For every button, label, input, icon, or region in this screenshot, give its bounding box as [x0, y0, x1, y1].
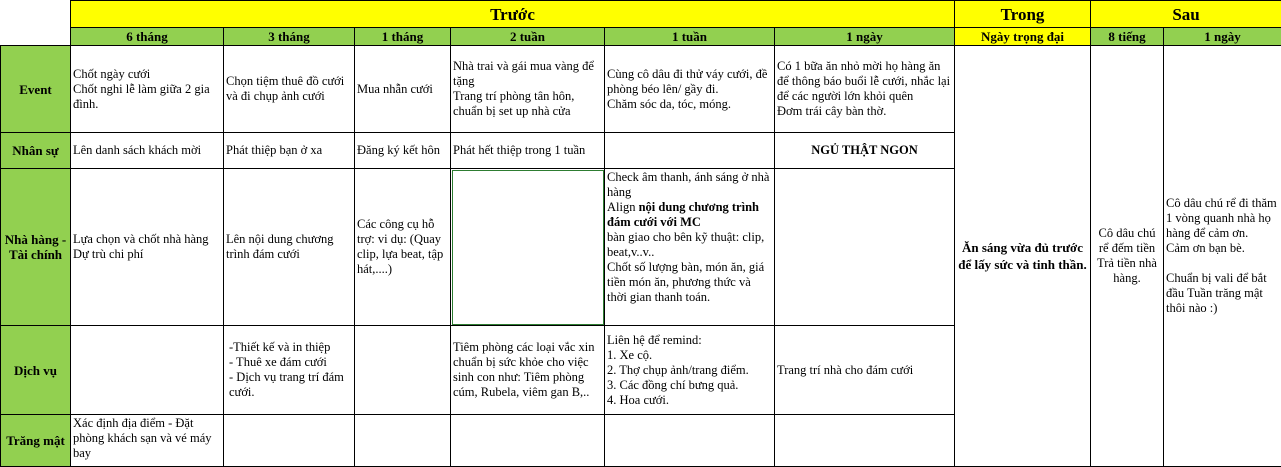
cell-nhahang-3-thang[interactable]: Lên nội dung chương trình đám cưới — [224, 169, 355, 326]
cell-sau-1-ngay[interactable]: Cô dâu chú rể đi thăm 1 vòng quanh nhà họ hàng để cảm ơn. Cảm ơn bạn bè. Chuẩn bị vali để bắt đầu Tuần trăng mật thôi nào :) — [1164, 46, 1281, 467]
row-label-trang-mat[interactable]: Trăng mật — [1, 415, 71, 467]
col-1-tuan[interactable]: 1 tuần — [605, 28, 775, 46]
cell-trangmat-3-thang[interactable] — [224, 415, 355, 467]
cell-trangmat-1-ngay[interactable] — [775, 415, 955, 467]
cell-event-1-thang[interactable]: Mua nhẫn cưới — [355, 46, 451, 133]
cell-event-3-thang[interactable]: Chọn tiệm thuê đồ cưới và đi chụp ảnh cưới — [224, 46, 355, 133]
row-label-nhan-su[interactable]: Nhân sự — [1, 133, 71, 169]
row-label-nha-hang[interactable]: Nhà hàng - Tài chính — [1, 169, 71, 326]
cell-nhahang-2-tuan-selected[interactable] — [451, 169, 605, 326]
cell-nhansu-3-thang[interactable]: Phát thiệp bạn ở xa — [224, 133, 355, 169]
col-6-thang[interactable]: 6 tháng — [71, 28, 224, 46]
cell-dichvu-3-thang[interactable]: -Thiết kế và in thiệp - Thuê xe đám cưới - Dịch vụ trang trí đám cưới. — [224, 326, 355, 415]
corner-cell-2 — [1, 28, 71, 46]
col-sau-1-ngay[interactable]: 1 ngày — [1164, 28, 1281, 46]
phase-sau[interactable]: Sau — [1091, 1, 1281, 28]
phase-trong[interactable]: Trong — [955, 1, 1091, 28]
cell-nhansu-1-ngay[interactable]: NGỦ THẬT NGON — [775, 133, 955, 169]
cell-event-1-ngay[interactable]: Có 1 bữa ăn nhỏ mời họ hàng ăn để thông báo buổi lễ cưới, nhắc lại để các người lớn khỏi quên Đơm trái cây bàn thờ. — [775, 46, 955, 133]
cell-event-1-tuan[interactable]: Cùng cô dâu đi thử váy cưới, đề phòng béo lên/ gầy đi. Chăm sóc da, tóc, móng. — [605, 46, 775, 133]
cell-nhahang-1-thang[interactable]: Các công cụ hỗ trợ: vi dụ: (Quay clip, lựa beat, tập hát,....) — [355, 169, 451, 326]
col-1-thang[interactable]: 1 tháng — [355, 28, 451, 46]
cell-event-6-thang[interactable]: Chốt ngày cưới Chốt nghi lễ làm giữa 2 gia đình. — [71, 46, 224, 133]
cell-nhansu-1-tuan[interactable] — [605, 133, 775, 169]
table-row-event — [1, 46, 1281, 133]
col-8-tieng[interactable]: 8 tiếng — [1091, 28, 1164, 46]
cell-trangmat-2-tuan[interactable] — [451, 415, 605, 467]
col-2-tuan[interactable]: 2 tuần — [451, 28, 605, 46]
col-1-ngay[interactable]: 1 ngày — [775, 28, 955, 46]
corner-cell — [1, 1, 71, 28]
cell-sau-8-tieng[interactable]: Cô dâu chú rể đếm tiền Trả tiền nhà hàng. — [1091, 46, 1164, 467]
cell-dichvu-1-tuan[interactable]: Liên hệ để remind: 1. Xe cộ. 2. Thợ chụp ảnh/trang điểm. 3. Các đồng chí bưng quả. 4. Hoa cưới. — [605, 326, 775, 415]
col-ngay-trong-dai[interactable]: Ngày trọng đại — [955, 28, 1091, 46]
cell-nhahang-6-thang[interactable]: Lựa chọn và chốt nhà hàng Dự trù chi phí — [71, 169, 224, 326]
col-3-thang[interactable]: 3 tháng — [224, 28, 355, 46]
cell-dichvu-1-thang[interactable] — [355, 326, 451, 415]
cell-trangmat-1-tuan[interactable] — [605, 415, 775, 467]
row-label-dich-vu[interactable]: Dịch vụ — [1, 326, 71, 415]
cell-dichvu-2-tuan[interactable]: Tiêm phòng các loại vắc xin chuẩn bị sức khỏe cho việc sinh con như: Tiêm phòng cúm, Rubela, viêm gan B,.. — [451, 326, 605, 415]
cell-trangmat-6-thang[interactable]: Xác định địa điểm - Đặt phòng khách sạn và vé máy bay — [71, 415, 224, 467]
cell-nhansu-2-tuan[interactable]: Phát hết thiệp trong 1 tuần — [451, 133, 605, 169]
cell-dichvu-1-ngay[interactable]: Trang trí nhà cho đám cưới — [775, 326, 955, 415]
cell-ngay-trong-dai[interactable]: Ăn sáng vừa đủ trước để lấy sức và tinh thần. — [955, 46, 1091, 467]
phase-truoc[interactable]: Trước — [71, 1, 955, 28]
cell-nhansu-6-thang[interactable]: Lên danh sách khách mời — [71, 133, 224, 169]
cell-nhansu-1-thang[interactable]: Đăng ký kết hôn — [355, 133, 451, 169]
cell-nhahang-1-ngay[interactable] — [775, 169, 955, 326]
cell-nhahang-1-tuan[interactable]: Check âm thanh, ánh sáng ở nhà hàng Align nội dung chương trình đám cưới với MC bàn giao cho bên kỹ thuật: clip, beat,v..v.. Chốt số lượng bàn, món ăn, giá tiền món ăn, phương thức và thời gian thanh toán. — [605, 169, 775, 326]
cell-trangmat-1-thang[interactable] — [355, 415, 451, 467]
row-label-event[interactable]: Event — [1, 46, 71, 133]
cell-dichvu-6-thang[interactable] — [71, 326, 224, 415]
cell-event-2-tuan[interactable]: Nhà trai và gái mua vàng để tặng Trang trí phòng tân hôn, chuẩn bị set up nhà cửa — [451, 46, 605, 133]
